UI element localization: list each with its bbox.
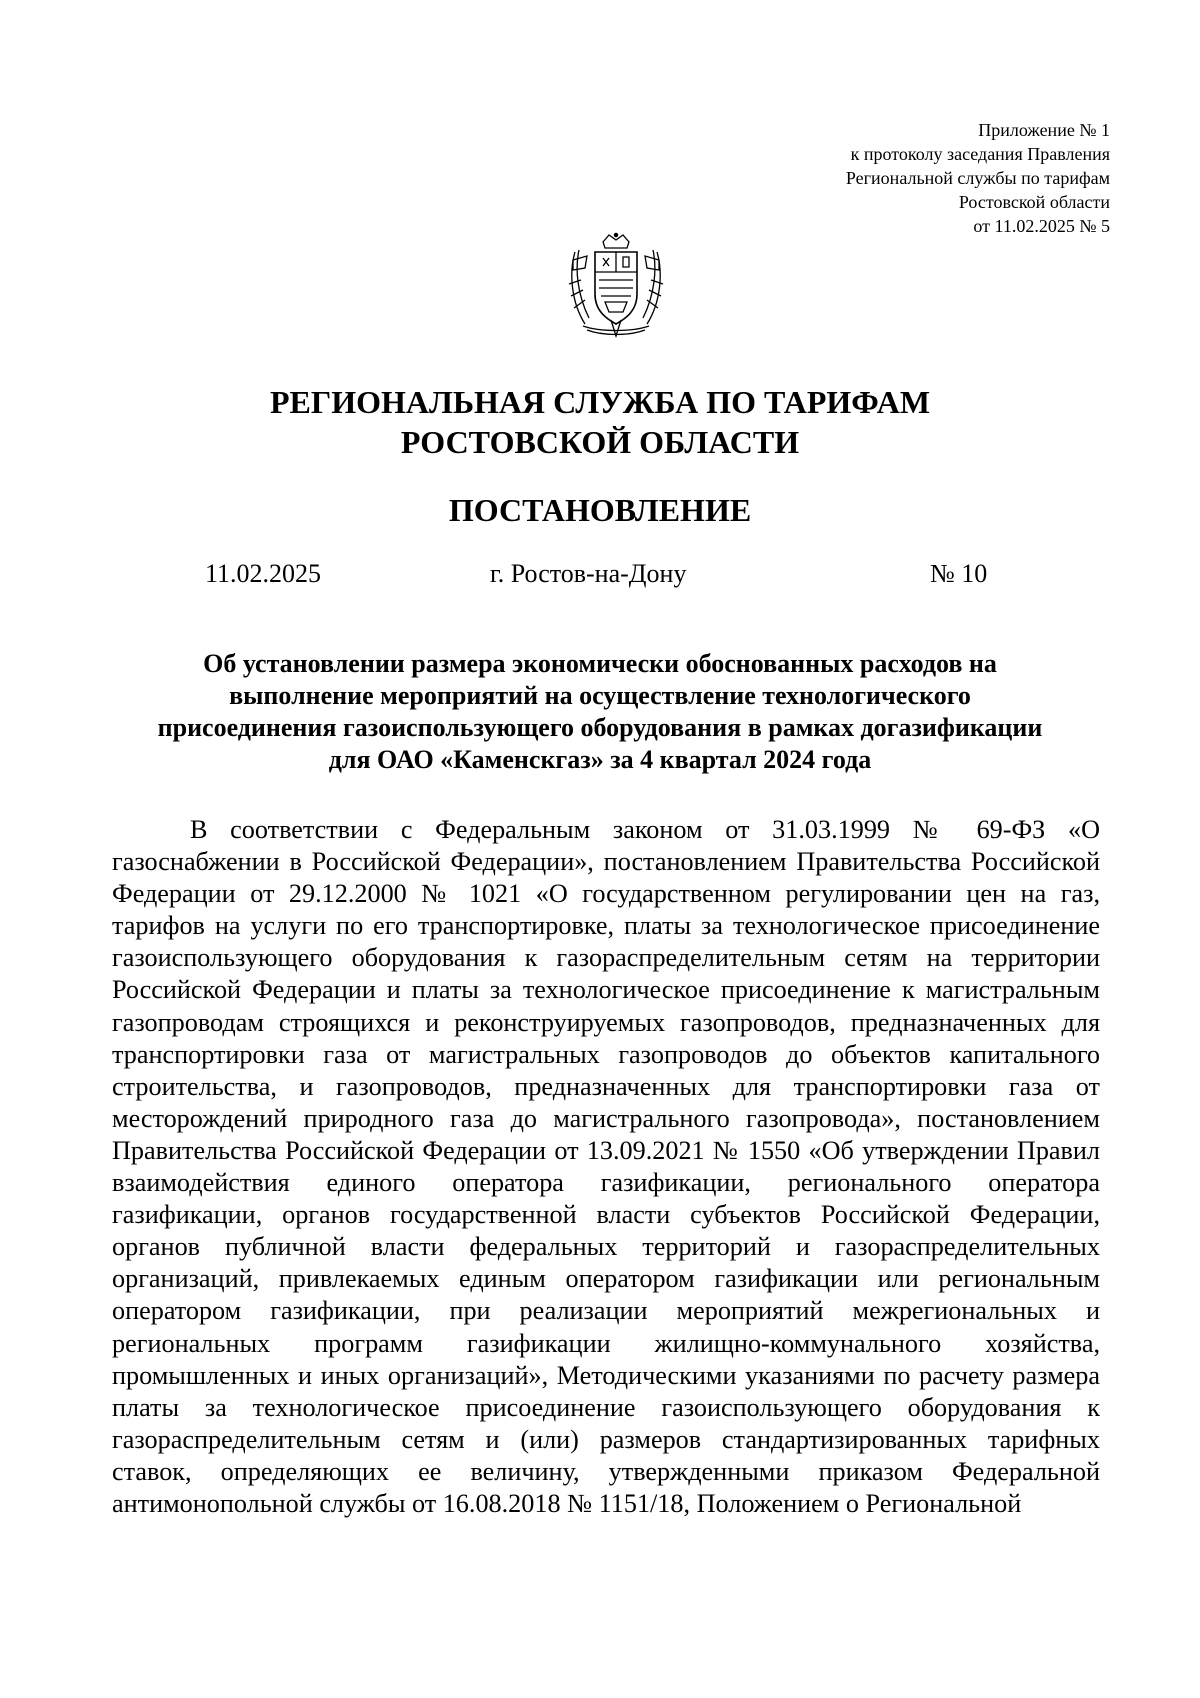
subject-line: Об установлении размера экономически обоснованных расходов на [203,649,997,678]
subject-line: присоединения газоиспользующего оборудования в рамках догазификации [157,713,1043,742]
appendix-line: от 11.02.2025 № 5 [973,216,1110,236]
organization-line: РЕГИОНАЛЬНАЯ СЛУЖБА ПО ТАРИФАМ [269,384,931,420]
subject-line: выполнение мероприятий на осуществление технологического [229,681,971,710]
document-number: № 10 [930,559,988,588]
body-paragraph: В соответствии с Федеральным законом от 31.03.1999 № 69-ФЗ «О газоснабжении в Российской Федерации», постановлением Правительства Российской Федерации от 29.12.2000 № 1021 «О государственном регулировании цен на газ, тарифов на услуги по его транспортировке, платы за технологическое присоединение газоиспользующего оборудования к газораспределительным сетям на территории Российской Федерации и платы за технологическое присоединение к магистральным газопроводам строящихся и реконструируемых газопроводов, предназначенных для транспортировки газа от магистральных газопроводов до объектов капитального строительства, и газопроводов, предназначенных для транспортировки газа от месторождений природного газа до магистрального газопровода», постановлением Правительства Российской Федерации от 13.09.2021 № 1550 «Об утверждении Правил взаимодействия единого оператора газификации, регионального оператора газификации, органов государственной власти субъектов Российской Федерации, органов публичной власти федеральных территорий и газораспределительных организаций, привлекаемых единым оператором газификации или региональным оператором газификации, при реализации мероприятий межрегиональных и региональных программ газификации жилищно-коммунального хозяйства, промышленных и иных организаций», Методическими указаниями по расчету размера платы за технологическое присоединение газоиспользующего оборудования к газораспределительным сетям и (или) размеров стандартизированных тарифных ставок, определяющих ее величину, утвержденными приказом Федеральной антимонопольной службы от 16.08.2018 № 1151/18, Положением о Региональной [112,815,1100,1518]
appendix-line: к протоколу заседания Правления [850,144,1110,164]
document-type: ПОСТАНОВЛЕНИЕ [448,492,752,528]
appendix-line: Ростовской области [958,192,1110,212]
document-subject [120,648,1080,776]
organization-line: РОСТОВСКОЙ ОБЛАСТИ [400,424,800,460]
appendix-line: Приложение № 1 [978,120,1110,140]
appendix-note [846,118,1110,238]
document-city: г. Ростов-на-Дону [490,559,687,588]
coat-of-arms-icon [565,232,667,338]
organization-name [0,382,1200,462]
appendix-line: Региональной службы по тарифам [845,168,1110,188]
subject-line: для ОАО «Каменскгаз» за 4 квартал 2024 года [328,745,872,774]
document-date: 11.02.2025 [205,559,322,588]
